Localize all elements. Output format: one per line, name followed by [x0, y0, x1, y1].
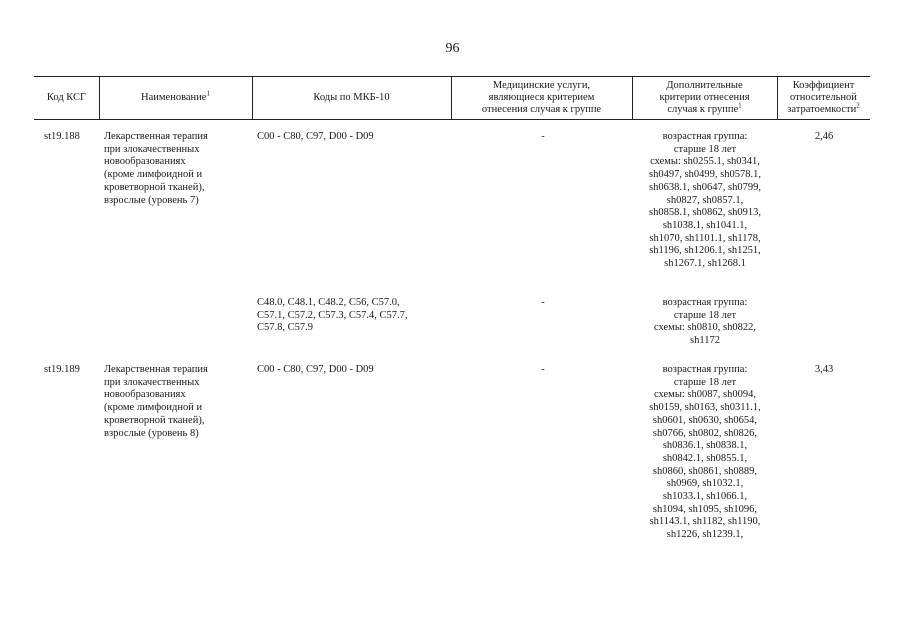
- row-coefficient: 3,43: [814, 364, 834, 375]
- row-services: -: [541, 131, 545, 142]
- row-criteria: возрастная группа: старше 18 лет схемы: sh0810, sh0822, sh1172: [654, 297, 756, 347]
- row-mkb-codes: C48.0, C48.1, C48.2, C56, C57.0, C57.1, C57.2, C57.3, C57.4, C57.7, C57.8, C57.9: [257, 297, 408, 334]
- header-cell-additional-criteria: Дополнительные критерии отнесения случая к группе$^1$: [659, 79, 750, 115]
- row-code: st19.189: [44, 364, 80, 375]
- row-mkb-codes: C00 - C80, C97, D00 - D09: [257, 364, 374, 375]
- row-name: Лекарственная терапия при злокачественных новообразованиях (кроме лимфоидной и кроветворной тканей), взрослые (уровень 8): [104, 364, 208, 439]
- row-services: -: [541, 364, 545, 375]
- row-name: Лекарственная терапия при злокачественных новообразованиях (кроме лимфоидной и кроветворной тканей), взрослые (уровень 7): [104, 131, 208, 206]
- table-header-bottom-border: [34, 119, 870, 120]
- row-criteria: возрастная группа: старше 18 лет схемы: sh0255.1, sh0341, sh0497, sh0499, sh0578.1, sh0638.1, sh0647, sh0799, sh0827, sh0857.1, sh0858.1, sh0862, sh0913, sh1038.1, sh1041.1, sh1070, sh1101.1, sh1178, sh1196, sh1206.1, sh1251, sh1267.1, sh1268.1: [648, 131, 761, 270]
- row-services: -: [541, 297, 545, 308]
- header-cell-medical-services: Медицинские услуги, являющиеся критерием отнесения случая к группе: [481, 79, 602, 115]
- row-criteria: возрастная группа: старше 18 лет схемы: sh0087, sh0094, sh0159, sh0163, sh0311.1, sh0601, sh0630, sh0654, sh0766, sh0802, sh0826, sh0836.1, sh0838.1, sh0842.1, sh0855.1, sh0860, sh0861, sh0889, sh0969, sh1032.1, sh1033.1, sh1066.1, sh1094, sh1095, sh1096, sh1143.1, sh1182, sh1190, sh1226, sh1239.1,: [649, 364, 761, 541]
- header-cell-name: Наименование$^1$: [141, 89, 210, 103]
- row-mkb-codes: C00 - C80, C97, D00 - D09: [257, 131, 374, 142]
- page-number: 96: [445, 41, 460, 56]
- header-cell-coefficient: Коэффициент относительной затратоемкости$^2$: [787, 79, 860, 115]
- row-code: st19.188: [44, 131, 80, 142]
- row-coefficient: 2,46: [814, 131, 834, 142]
- header-cell-ksg-code: Код КСГ: [46, 91, 87, 103]
- header-cell-mkb-codes: Коды по МКБ-10: [313, 91, 390, 103]
